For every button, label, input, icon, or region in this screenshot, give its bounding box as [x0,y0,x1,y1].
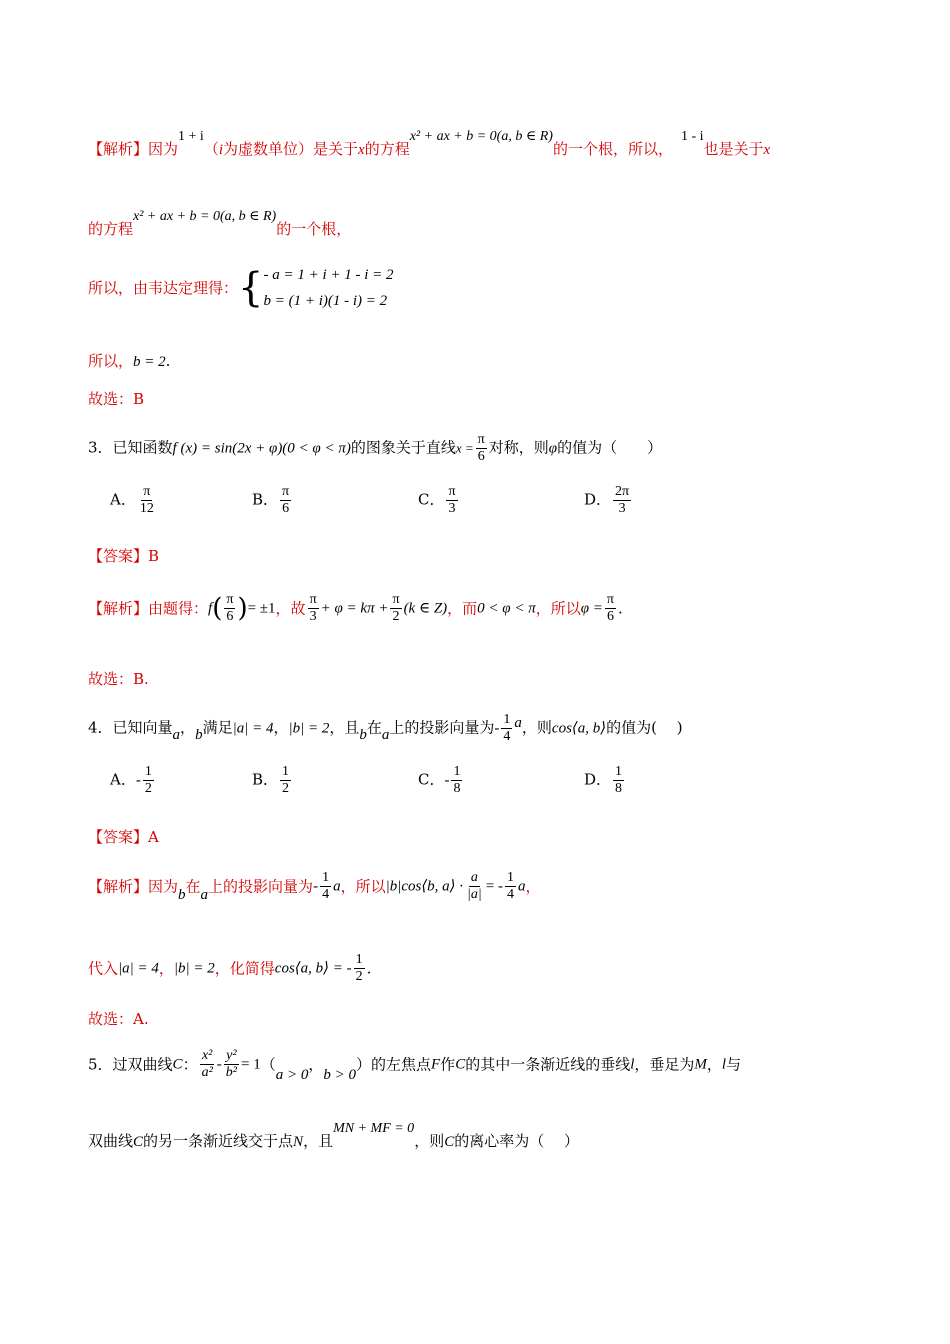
analysis-label: 【解析】 [88,140,149,158]
equation-system: - a = 1 + i + 1 - i = 2 b = (1 + i)(1 - i) = 2 [263,267,394,309]
q3-option-a[interactable]: A． $\frac{\pi}{12}$ [110,484,154,516]
q4-option-b[interactable]: B． $\frac{1}{2}$ [252,764,290,796]
formula-quadratic: x² + ax + b = 0(a, b ∈ R) [133,209,277,224]
fraction-pi-6: $\frac{\pi}{6}$ [477,432,485,464]
q3-choice: 故选：B. [88,670,149,688]
q3-option-d[interactable]: D． $\frac{2\pi}{3}$ [584,484,630,516]
q3-option-b[interactable]: B． $\frac{\pi}{6}$ [252,484,290,516]
formula-quadratic: x² + ax + b = 0(a, b ∈ R) [409,129,553,144]
vector-equation: MN + MF = 0 [333,1121,415,1136]
analysis-q2-result: 所以，b = 2. [88,352,171,370]
analysis-q2-vieta: 所以，由韦达定理得：{- a = 1 + i + 1 - i = 2 b = (1 + i)(1 - i) = 2 [88,262,394,314]
formula-one-plus-i: 1 + i [178,129,204,144]
q4-solution-line1: 【解析】因为b在a上的投影向量为- $\frac{1}{4}$ a，所以|b|cos⟨b, a⟩ · $\frac{a}{|a|}$ = - $\frac{1}{4}$ a， [88,870,541,903]
q4-option-d[interactable]: D． $\frac{1}{8}$ [584,764,623,796]
q3-answer: 【答案】B [88,547,160,565]
analysis-q2-choice: 故选：B [88,390,145,408]
formula-one-minus-i: 1 - i [680,129,704,144]
q4-choice: 故选：A. [88,1010,149,1028]
q4-solution-line2: 代入|a| = 4，|b| = 2，化简得cos⟨a, b⟩ = - $\frac{1}{2}$ . [88,952,372,984]
question-5-line1: 5．过双曲线C： $\frac{\text{x²}}{\text{a²}}$ - $\frac{\text{y²}}{\text{b²}}$ = 1（a > 0，b > 0）的左焦点F作C的其中一条渐近线的垂线l，垂足为M，l与 [88,1048,742,1083]
q3-option-c[interactable]: C． $\frac{\pi}{3}$ [418,484,456,516]
q4-option-c[interactable]: C．- $\frac{1}{8}$ [418,764,461,796]
question-3-stem: 3．已知函数f (x) = sin(2x + φ)(0 < φ < π)的图象关于直线x = $\frac{\pi}{6}$ 对称，则φ的值为（ ） [88,432,663,464]
q4-option-a[interactable]: A．- $\frac{1}{2}$ [110,764,152,796]
analysis-q2-line2: 的方程x² + ax + b = 0(a, b ∈ R)的一个根， [88,209,352,238]
analysis-q2-line1: 【解析】因为1 + i（i为虚数单位）是关于x的方程x² + ax + b = 0(a, b ∈ R)的一个根，所以，1 - i也是关于x [88,129,771,158]
question-4-stem: 4．已知向量a，b满足|a| = 4，|b| = 2，且b在a上的投影向量为- $\frac{1}{4}$ a，则cos⟨a, b⟩的值为( ) [88,712,683,744]
question-5-line2: 双曲线C的另一条渐近线交于点N，且MN + MF = 0，则C的离心率为（ ） [88,1121,579,1150]
q4-answer: 【答案】A [88,828,159,846]
q3-solution: 【解析】由题得：f( $\frac{\pi}{6}$ )= ±1，故 $\frac{\pi}{3}$ + φ = kπ + $\frac{\pi}{2}$ (k ∈ Z)，而0 < φ < π，所以φ = $\frac{\pi}{6}$ . [88,592,623,624]
